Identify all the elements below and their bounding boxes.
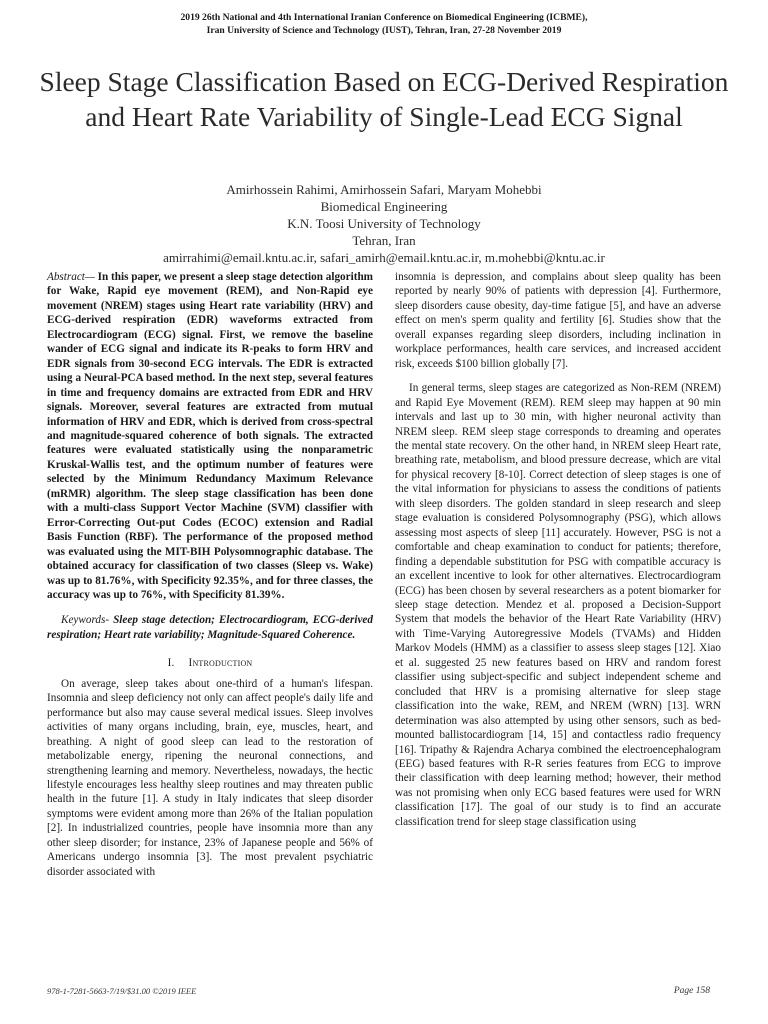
keywords: [47, 613, 373, 642]
author-emails: amirrahimi@email.kntu.ac.ir, safari_amirh@email.kntu.ac.ir, m.mohebbi@kntu.ac.ir: [163, 250, 605, 265]
right-paragraph-2: In general terms, sleep stages are categorized as Non-REM (NREM) and Rapid Eye Movement (REM). REM sleep may happen at 90 min intervals and last up to 30 min, with higher neuronal activity than NREM sleep. REM sleep stage corresponds to dreaming and operates the mental state recovery. On the other hand, in NREM sleep Heart rate, breathing rate, metabolism, and blood pressure decrease, which are vital for physical recovery [8-10]. Correct detection of sleep stages is one of the vital information for physicians to assess the conditions of patients with sleep disorders. The golden standard in sleep research and sleep stage evaluation is considered Polysomnography (PSG), which allows assessing most aspects of sleep [11] accurately. However, PSG is not a comfortable and cheap examination to conduct for patients; therefore, finding a dependable substitution for PSG with compatible accuracy is an excellent incentive to look for other alternatives. Electrocardiogram (ECG) has been chosen by several researchers as a potent biomarker for sleep stage detection. Mendez et al. proposed a Decision-Support System that models the behavior of the Heart Rate Variability (HRV) with Time-Varying Autoregressive Models (TVAMs) and Hidden Markov Models (HMM) as a classifier to assess sleep stages [12]. Xiao et al. suggested 25 new features based on HRV and random forest classifier using subject-specific and subject independent scheme and concluded that HRV is a promising alternative for sleep stage classification into the wake, REM, and NREM (WRN) [13]. WRN determination was also attempted by using other sensors, such as bed-mounted ballistocardiogram [14, 15] and contactless radio frequency [16]. Tripathy & Rajendra Acharya combined the electroencephalogram (EEG) based features with R-R series features from ECG to improve their classification with deep learning method; however, their method was not promising when only ECG based features were used for WRN classification [17]. The goal of our study is to find an accurate classification trend for sleep stage classification using: [395, 382, 721, 828]
keywords-lead: Keywords-: [61, 614, 110, 627]
section-title: Introduction: [188, 657, 253, 670]
conference-line-2: Iran University of Science and Technology (IUST), Tehran, Iran, 27-28 November 2019: [206, 24, 562, 36]
right-paragraph-1: insomnia is depression, and complains about sleep quality has been reported by nearly 90% of patients with depression [4]. Furthermore, sleep disorders cause obesity, day-time fatigue [5], and have an adverse effect on men's sperm quality and fertility [6]. Studies show that the overall expanses regarding sleep disorders, including inclination in workplace performances, health care services, and increased accident risk, exceeds $100 billion globally [7].: [395, 271, 721, 370]
footer-page-number: Page 158: [673, 986, 710, 996]
abstract-text: In this paper, we present a sleep stage detection algorithm for Wake, Rapid eye movement (REM), and Non-Rapid eye movement (NREM) stages using Heart rate variability (HRV) and ECG-derived respiration (EDR) waveforms extracted from Electrocardiogram (ECG) signal. First, we remove the baseline wander of ECG signal and indicate its R-peaks to form HRV and EDR signals from 30-second ECG intervals. The EDR is extracted using a Neural-PCA based method. In the next step, several features in time and frequency domains are extracted from EDR and HRV signals. Moreover, several features are extracted from mutual information of HRV and EDR, which is derived from cross-spectral and magnitude-squared coherence of both signals. The extracted features were evaluated statistically using the nonparametric Kruskal-Wallis test, and the optimum number of features were selected by the Minimum Redundancy Maximum Relevance (mRMR) algorithm. The sleep stage classification has been done with a multi-class Support Vector Machine (SVM) classifier with Error-Correcting Out-put Codes (ECOC) extension and Radial Basis Function (RBF). The performance of the proposed method was evaluated using the MIT-BIH Polysomnographic database. The obtained accuracy for classification of two classes (Sleep vs. Wake) was up to 81.76%, with Specificity 92.35%, and for three classes, the accuracy was up to 76%, with Specificity 81.39%.: [47, 271, 373, 601]
footer-isbn: 978-1-7281-5663-7/19/$31.00 ©2019 IEEE: [47, 986, 197, 996]
author-university: K.N. Toosi University of Technology: [287, 216, 481, 231]
author-department: Biomedical Engineering: [320, 199, 448, 214]
section-heading-introduction: [47, 656, 373, 670]
paper-title: Sleep Stage Classification Based on ECG-Derived Respiration and Heart Rate Variability of Single-Lead ECG Signal: [39, 66, 729, 132]
intro-paragraph: On average, sleep takes about one-third of a human's lifespan. Insomnia and sleep deficiency not only can affect people's daily life and performance but also may cause several medical issues. Sleep involves activities of many organs including, brain, eye, muscles, heart, and breathing. A night of good sleep can lead to the restoration of metabolizable energy, ripening the neuronal connections, and strengthening learning and memory. Nevertheless, nowadays, the hectic lifestyle encourages less healthy sleep routines and may threaten public health in the future [1]. A study in Italy indicates that sleep disorder symptoms were evident among more than 26% of the Italian population [2]. In industrialized countries, people have insomnia more than any other sleep disorder; for instance, 23% of Japanese people and 56% of Americans undergo insomnia [3]. The most prevalent psychiatric disorder associated with: [47, 677, 373, 878]
author-block: [0, 181, 768, 266]
conference-line-1: 2019 26th National and 4th International Iranian Conference on Biomedical Engineering (ICBME),: [180, 12, 588, 23]
abstract-lead: Abstract—: [47, 271, 95, 283]
conference-header: [0, 12, 768, 37]
left-column: [47, 270, 373, 879]
right-column: [395, 270, 721, 829]
author-location: Tehran, Iran: [352, 233, 416, 248]
author-names: Amirhossein Rahimi, Amirhossein Safari, Maryam Mohebbi: [226, 182, 542, 197]
abstract: [47, 270, 373, 602]
section-number: I.: [167, 657, 175, 670]
keywords-text: Sleep stage detection; Electrocardiogram, ECG-derived respiration; Heart rate variability; Magnitude-Squared Coherence.: [47, 614, 373, 641]
